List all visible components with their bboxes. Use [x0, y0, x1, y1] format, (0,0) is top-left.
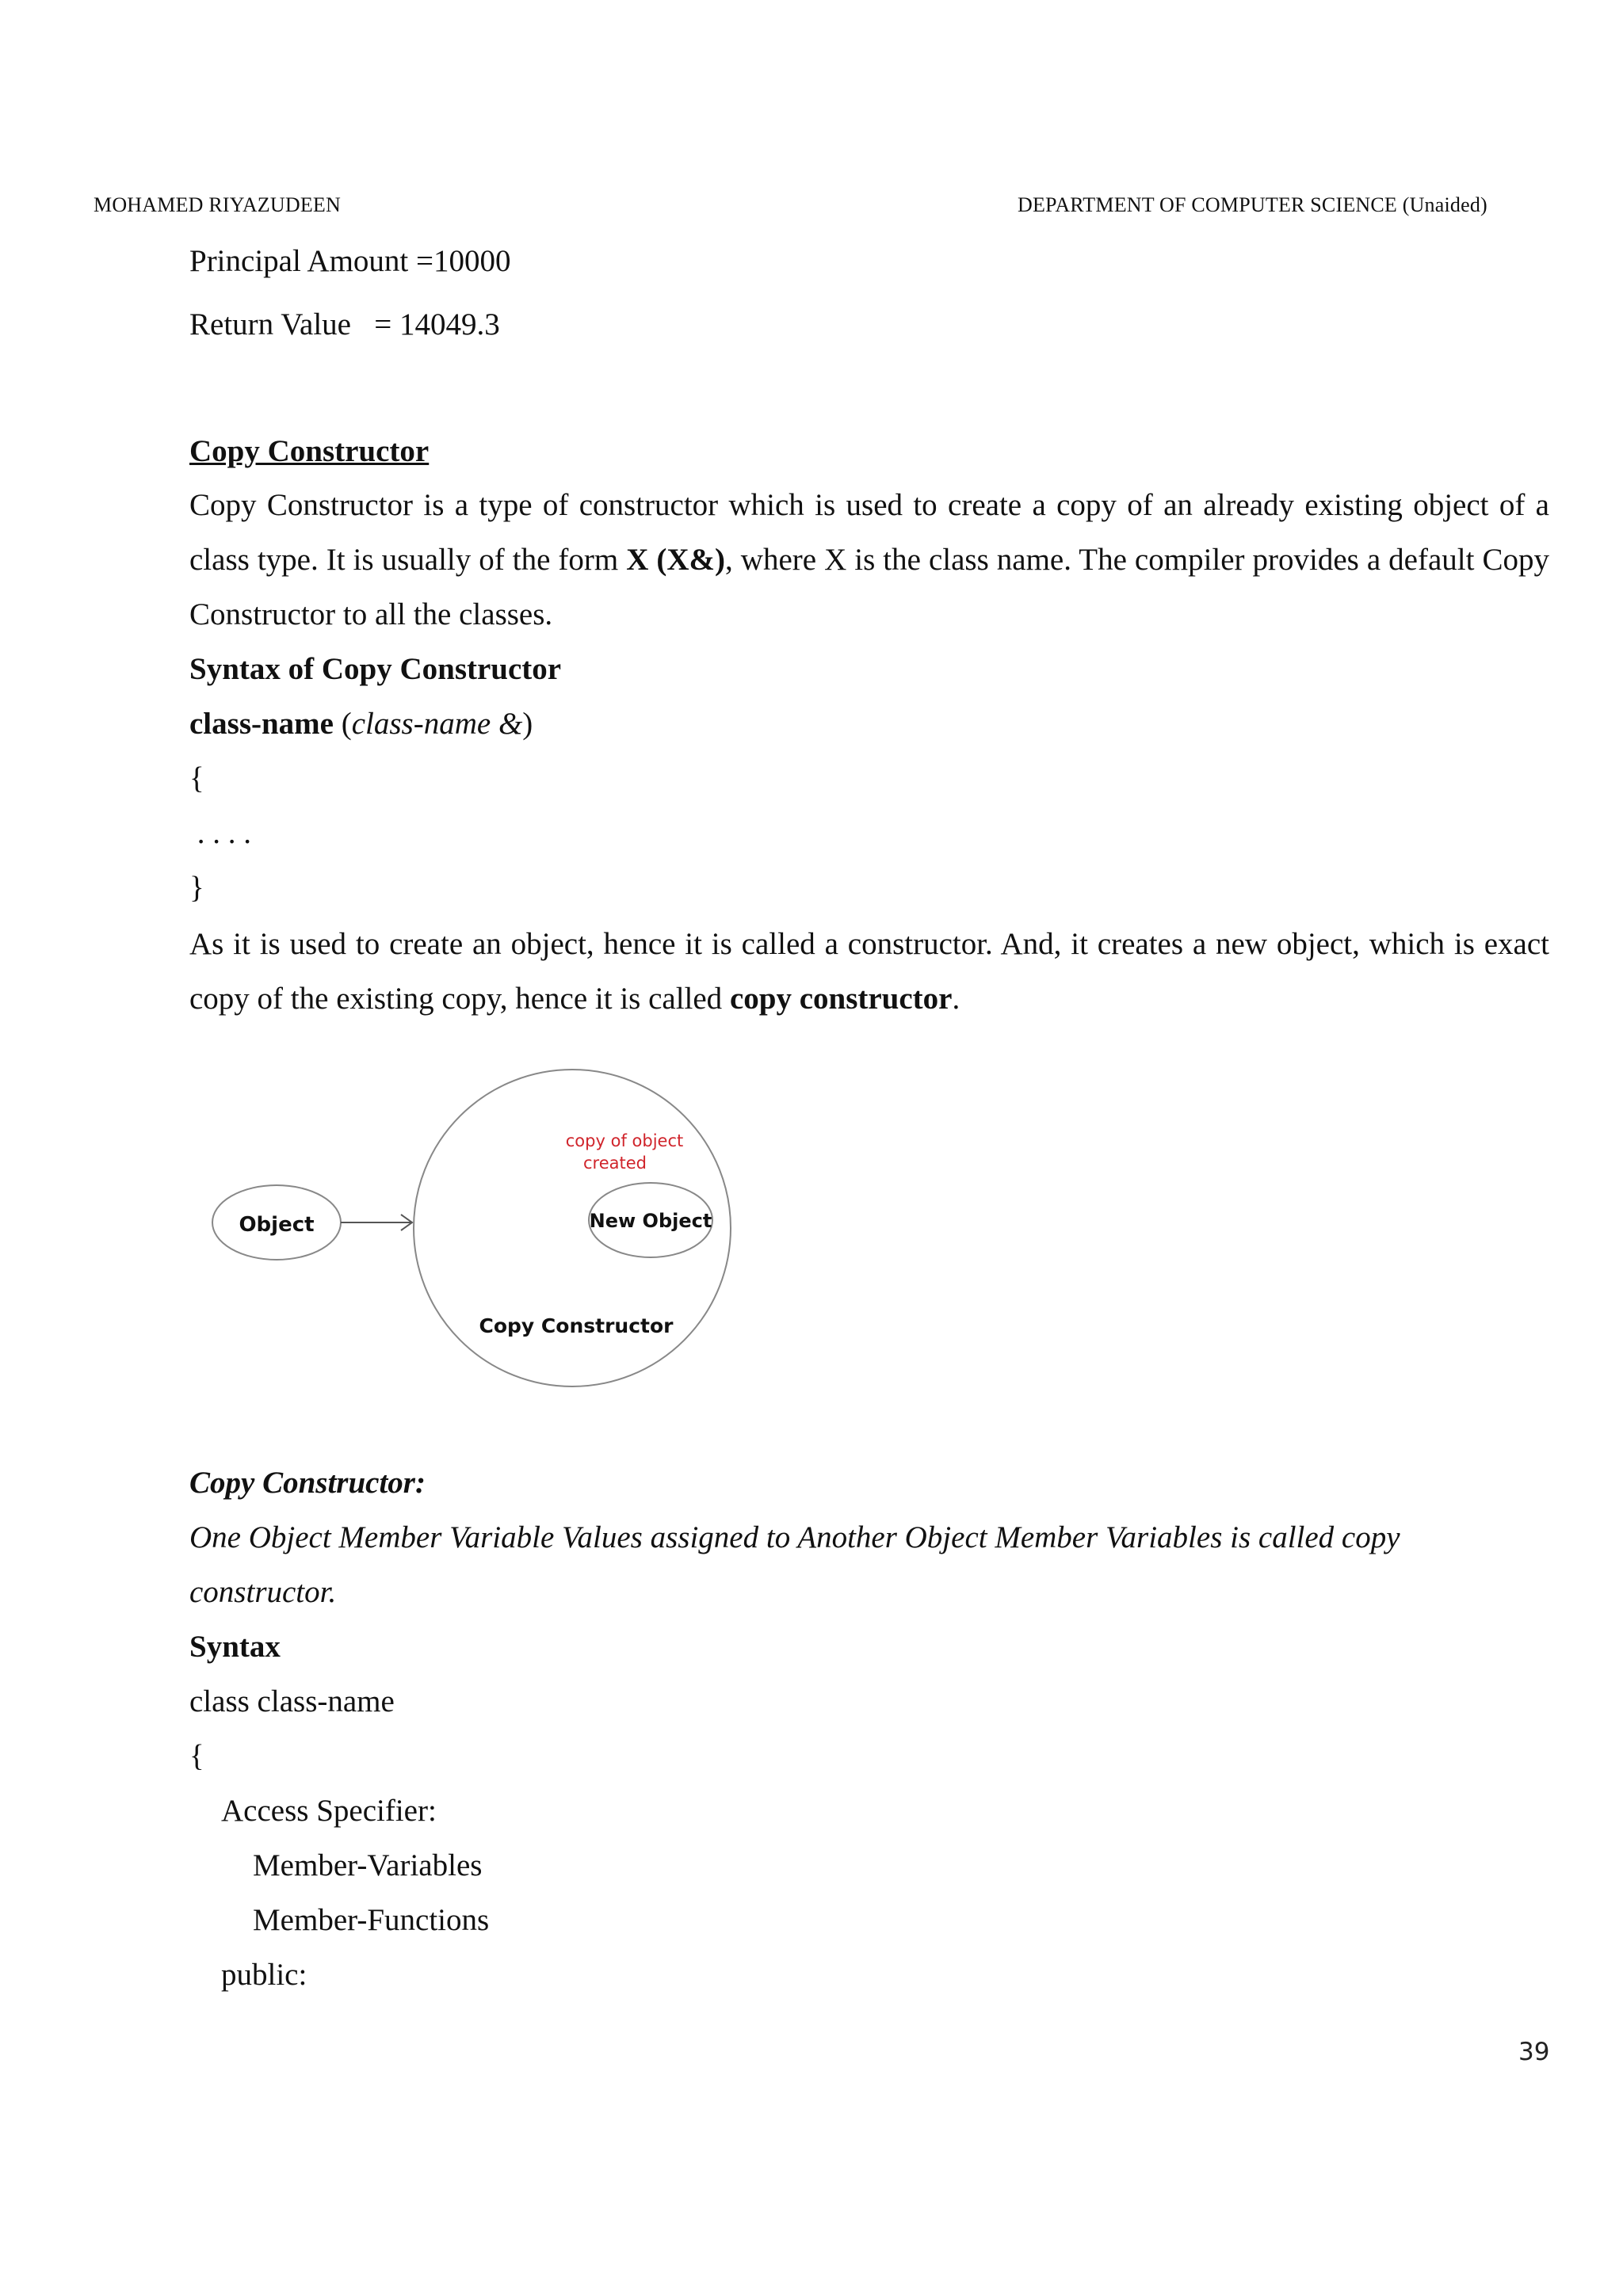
- code-line-access-specifier: Access Specifier:: [221, 1794, 437, 1828]
- code-line-brace: {: [189, 1739, 204, 1773]
- syntax-brace-close: }: [189, 871, 204, 905]
- syntax-heading: Syntax of Copy Constructor: [189, 652, 562, 686]
- header-department: DEPARTMENT OF COMPUTER SCIENCE (Unaided): [1018, 193, 1487, 216]
- copy-constructor-label: Copy Constructor: [479, 1314, 674, 1337]
- copy-note-line1: copy of object: [565, 1131, 684, 1150]
- definition-line-1: One Object Member Variable Values assigned to Another Object Member Variables is called copy: [189, 1520, 1400, 1554]
- intro-form-bold: X (X&): [626, 543, 726, 577]
- page-number: 39: [1518, 2038, 1550, 2066]
- code-line-member-functions: Member-Functions: [253, 1903, 490, 1937]
- explanation-text-b: .: [952, 982, 960, 1016]
- syntax-param: class-name &: [351, 707, 523, 741]
- definition-line-2: constructor.: [189, 1575, 337, 1609]
- syntax-class-name: class-name: [189, 707, 334, 741]
- explanation-text-a: As it is used to create an object, hence it is called a constructor. And, it creates a new object, which is exact copy of the existing copy, hence it is called: [189, 927, 1549, 1016]
- syntax-paren-close: ): [522, 707, 533, 741]
- section-title-copy-constructor: Copy Constructor: [189, 434, 430, 468]
- section2-title: Copy Constructor:: [189, 1466, 426, 1500]
- explanation-paragraph: [189, 917, 1549, 1026]
- syntax-brace-open: {: [189, 761, 204, 795]
- header-author: MOHAMED RIYAZUDEEN: [94, 193, 341, 216]
- copy-note-line2: created: [583, 1154, 647, 1173]
- code-line-public: public:: [221, 1958, 307, 1992]
- intro-paragraph: [189, 478, 1549, 642]
- new-object-label: New Object: [589, 1210, 712, 1232]
- copy-constructor-diagram: [0, 1062, 792, 1394]
- intro-text-b: , where X is the class name. The compiler provides a default Copy Constructor to all the classes.: [189, 543, 1549, 631]
- principal-amount-line: Principal Amount =10000: [189, 244, 511, 278]
- code-line-class: class class-name: [189, 1684, 395, 1718]
- return-value-line: Return Value = 14049.3: [189, 307, 500, 341]
- syntax-paren-open: (: [333, 707, 352, 741]
- syntax-dots: . . . .: [189, 816, 251, 850]
- syntax-signature: [189, 705, 533, 743]
- section2-syntax-heading: Syntax: [189, 1630, 281, 1664]
- object-label: Object: [239, 1213, 315, 1237]
- code-line-member-variables: Member-Variables: [253, 1848, 483, 1882]
- intro-text-a: Copy Constructor is a type of constructor which is used to create a copy of an already existing object of a class type. It is usually of the form: [189, 488, 1549, 577]
- explanation-bold: copy constructor: [729, 982, 953, 1016]
